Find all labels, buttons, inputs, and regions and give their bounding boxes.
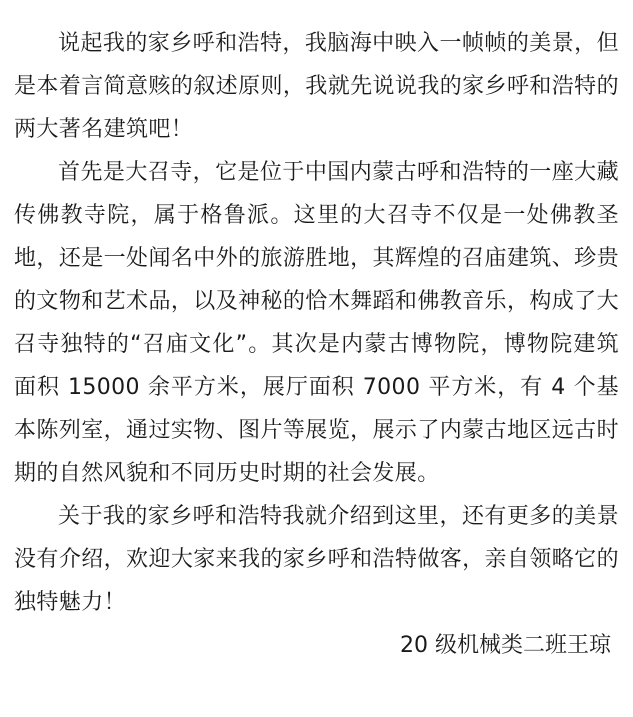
paragraph-closing: 关于我的家乡呼和浩特我就介绍到这里，还有更多的美景没有介绍，欢迎大家来我的家乡呼和浩特做客，亲自领略它的独特魅力！ <box>14 504 619 615</box>
paragraph-intro: 说起我的家乡呼和浩特，我脑海中映入一帧帧的美景，但是本着言简意赅的叙述原则，我就先说说我的家乡呼和浩特的两大著名建筑吧！ <box>14 31 619 142</box>
author-signature: 20 级机械类二班王琼 <box>400 633 611 658</box>
paragraph-landmarks: 首先是大召寺，它是位于中国内蒙古呼和浩特的一座大藏传佛教寺院，属于格鲁派。这里的大召寺不仅是一处佛教圣地，还是一处闻名中外的旅游胜地，其辉煌的召庙建筑、珍贵的文物和艺术品，以及神秘的恰木舞蹈和佛教音乐，构成了大召寺独特的“召庙文化”。其次是内蒙古博物院，博物院建筑面积 15000 余平方米，展厅面积 7000 平方米，有 4 个基本陈列室，通过实物、图片等展览，展示了内蒙古地区远古时期的自然风貌和不同历史时期的社会发展。 <box>14 160 619 486</box>
